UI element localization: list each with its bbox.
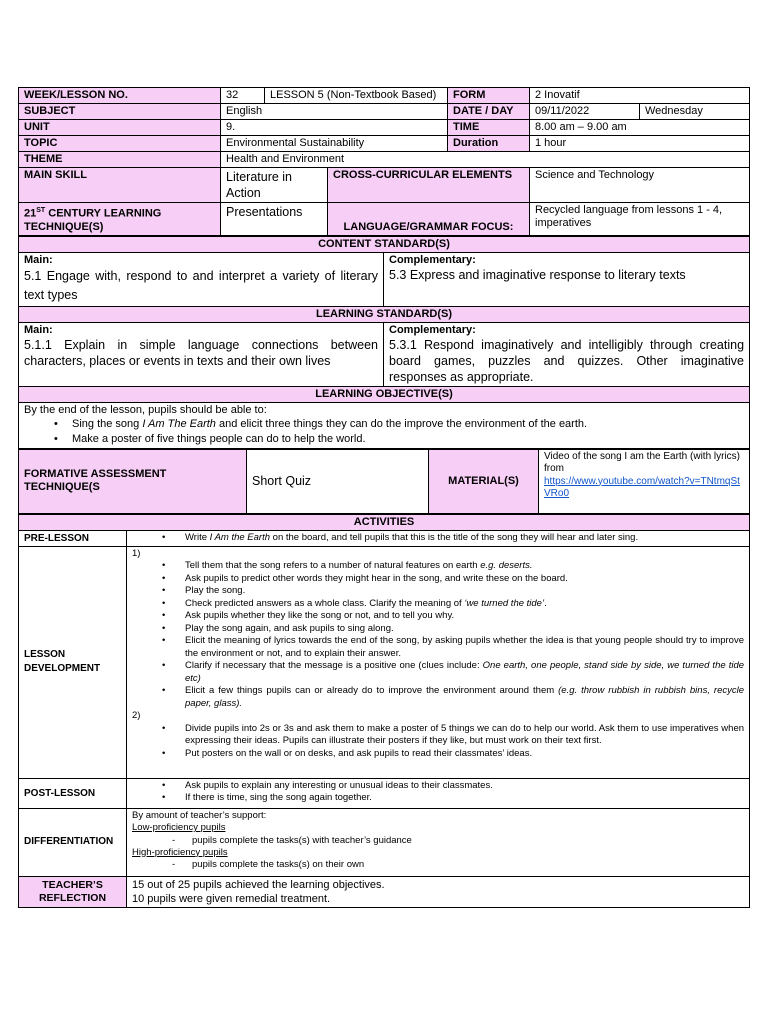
activities-heading: ACTIVITIES [19, 514, 750, 530]
reflection-line-2: 10 pupils were given remedial treatment. [132, 892, 331, 905]
low-proficiency-item: - pupils complete the tasks(s) with teacher’s guidance [132, 835, 744, 847]
high-proficiency-label: High-proficiency pupils [132, 846, 228, 858]
lesson-development-body [127, 546, 750, 778]
form-value: 2 Inovatif [530, 88, 750, 104]
step-1i-em: (e.g. throw rubbish in rubbish bins, recycle paper, glass). [185, 685, 745, 709]
pre-lesson-label: PRE-LESSON [19, 530, 127, 546]
learning-standard-comp [384, 322, 750, 386]
pre-lesson-body [127, 530, 750, 546]
topic-value: Environmental Sustainability [221, 136, 448, 152]
step-item [132, 560, 744, 573]
content-comp-label: Complementary: [389, 253, 476, 266]
step-1a: Tell them that the song refers to a number of natural features on earth [185, 560, 481, 572]
content-standard-main [19, 252, 384, 306]
step-item: • Ask pupils to predict other words they might hear in the song, and write these on the board. [132, 573, 744, 586]
reflection-label: TEACHER’S REFLECTION [19, 876, 127, 907]
step-item [132, 598, 744, 611]
theme-value: Health and Environment [221, 152, 750, 168]
main-skill-value: Literature in Action [221, 168, 328, 203]
content-standard-heading: CONTENT STANDARD(S) [19, 236, 750, 252]
low-proficiency-label: Low-proficiency pupils [132, 822, 226, 834]
assessment-value: Short Quiz [247, 449, 429, 513]
content-comp-text: 5.3 Express and imaginative response to literary texts [389, 267, 686, 282]
technique-label-num: 21 [24, 207, 37, 220]
content-main-label: Main: [24, 253, 53, 266]
time-label: TIME [448, 120, 530, 136]
content-standard-comp [384, 252, 750, 306]
step-1h-em: One earth, one people, stand side by side, we turned the tide etc) [185, 660, 745, 684]
material-text: Video of the song I am the Earth (with lyrics) from [544, 450, 741, 475]
standards-table [18, 236, 750, 449]
assessment-label: FORMATIVE ASSESSMENT TECHNIQUE(S [19, 449, 247, 513]
learning-comp-label: Complementary: [389, 323, 476, 336]
lesson-plan-sheet [18, 87, 749, 908]
assessment-table [18, 449, 750, 514]
differentiation-label: DIFFERENTIATION [19, 808, 127, 876]
material-label: MATERIAL(S) [429, 449, 539, 513]
subject-label: SUBJECT [19, 104, 221, 120]
unit-label: UNIT [19, 120, 221, 136]
low-proficiency-list [132, 835, 744, 847]
lesson-value: LESSON 5 (Non-Textbook Based) [265, 88, 448, 104]
step-2-list [132, 723, 744, 761]
differentiation-body [127, 808, 750, 876]
material-value [539, 449, 750, 513]
step-1d-em: ‘we turned the tide’ [464, 597, 545, 609]
learning-main-text: 5.1.1 Explain in simple language connections between characters, places or events in texts and their own lives [24, 337, 378, 368]
step-1h: Clarify if necessary that the message is a positive one (clues include: [185, 660, 483, 672]
step-item: • Elicit the meaning of lyrics towards the end of the song, by asking pupils whether the idea is that young people should try to improve the environment or not, and to explain their answer. [132, 635, 744, 660]
pre-lesson-list [132, 532, 744, 545]
cross-curricular-label: CROSS-CURRICULAR ELEMENTS [328, 168, 530, 203]
learning-comp-text: 5.3.1 Respond imaginatively and intelligibly through creating board games, puzzles and quizzes. Other imaginative responses as appropriate. [389, 337, 745, 384]
pre-text-b: on the board, and tell pupils that this is the title of the song they will hear and later sing. [270, 531, 639, 543]
grammar-label: LANGUAGE/GRAMMAR FOCUS: [328, 203, 530, 236]
duration-label: Duration [448, 136, 530, 152]
date-label: DATE / DAY [448, 104, 530, 120]
objective-1-pre: Sing the song [72, 417, 143, 430]
objective-item [24, 417, 744, 432]
lesson-development-label: LESSON DEVELOPMENT [19, 546, 127, 778]
objectives-body [19, 402, 750, 448]
step-1d-end: . [544, 597, 547, 609]
objective-1-post: and elicit three things they can do the improve the environment of the earth. [215, 417, 588, 430]
content-main-text: 5.1 Engage with, respond to and interpret a variety of literary text types [24, 268, 378, 302]
post-lesson-label: POST-LESSON [19, 778, 127, 808]
grammar-value: Recycled language from lessons 1 - 4, imperatives [530, 203, 750, 236]
post-lesson-item: • If there is time, sing the song again together. [132, 792, 744, 805]
pre-text-song: I Am the Earth [209, 531, 271, 543]
technique-label-sup: ST [36, 207, 46, 214]
step-item [132, 685, 744, 710]
lesson-info-table [18, 87, 750, 236]
unit-value: 9. [221, 120, 448, 136]
reflection-body [127, 876, 750, 907]
step-item: • Play the song again, and ask pupils to sing along. [132, 623, 744, 636]
learning-standard-heading: LEARNING STANDARD(S) [19, 306, 750, 322]
high-proficiency-list [132, 859, 744, 871]
reflection-line-1: 15 out of 25 pupils achieved the learning objectives. [132, 878, 385, 891]
objectives-heading: LEARNING OBJECTIVE(S) [19, 386, 750, 402]
objective-item: • Make a poster of five things people can do to help the world. [24, 432, 744, 447]
post-lesson-body [127, 778, 750, 808]
step-item: • Play the song. [132, 585, 744, 598]
diff-intro: By amount of teacher’s support: [132, 809, 267, 821]
step-item: • Ask pupils whether they like the song or not, and to tell you why. [132, 610, 744, 623]
duration-value: 1 hour [530, 136, 750, 152]
objectives-list [24, 417, 744, 447]
objectives-intro: By the end of the lesson, pupils should be able to: [24, 403, 267, 416]
week-label: WEEK/LESSON NO. [19, 88, 221, 104]
step-item: • Put posters on the wall or on desks, and ask pupils to read their classmates’ ideas. [132, 748, 744, 761]
step-item [132, 660, 744, 685]
step-1-list [132, 560, 744, 710]
theme-label: THEME [19, 152, 221, 168]
post-lesson-item: • Ask pupils to explain any interesting or unusual ideas to their classmates. [132, 780, 744, 793]
pre-text-a: Write [185, 531, 210, 543]
technique-label [19, 203, 221, 236]
activities-table [18, 514, 750, 908]
step-2-number: 2) [132, 710, 141, 722]
cross-curricular-value: Science and Technology [530, 168, 750, 203]
post-lesson-list [132, 780, 744, 805]
material-link[interactable]: https://www.youtube.com/watch?v=TNtmqStVRo0 [544, 475, 740, 500]
topic-label: TOPIC [19, 136, 221, 152]
step-1i: Elicit a few things pupils can or already do to improve the environment around them [185, 685, 559, 697]
form-label: FORM [448, 88, 530, 104]
date-value: 09/11/2022 [530, 104, 640, 120]
main-skill-label: MAIN SKILL [19, 168, 221, 203]
technique-label-text: CENTURY LEARNING TECHNIQUE(S) [24, 207, 162, 233]
learning-main-label: Main: [24, 323, 53, 336]
subject-value: English [221, 104, 448, 120]
step-1d: Check predicted answers as a whole class. Clarify the meaning of [185, 597, 465, 609]
high-proficiency-item: - pupils complete the tasks(s) on their own [132, 859, 744, 871]
pre-lesson-item [132, 532, 744, 545]
step-item: • Divide pupils into 2s or 3s and ask them to make a poster of 5 things we can do to help our world. Ask them to use imperatives when expressing their ideas. Pupils can illustrate their posters if they like, but must work on their text first. [132, 723, 744, 748]
step-1a-em: e.g. deserts. [480, 560, 533, 572]
learning-standard-main [19, 322, 384, 386]
step-1-number: 1) [132, 547, 141, 559]
technique-value: Presentations [221, 203, 328, 236]
objective-1-song: I Am The Earth [142, 417, 216, 430]
week-value: 32 [221, 88, 265, 104]
time-value: 8.00 am – 9.00 am [530, 120, 750, 136]
day-value: Wednesday [640, 104, 750, 120]
